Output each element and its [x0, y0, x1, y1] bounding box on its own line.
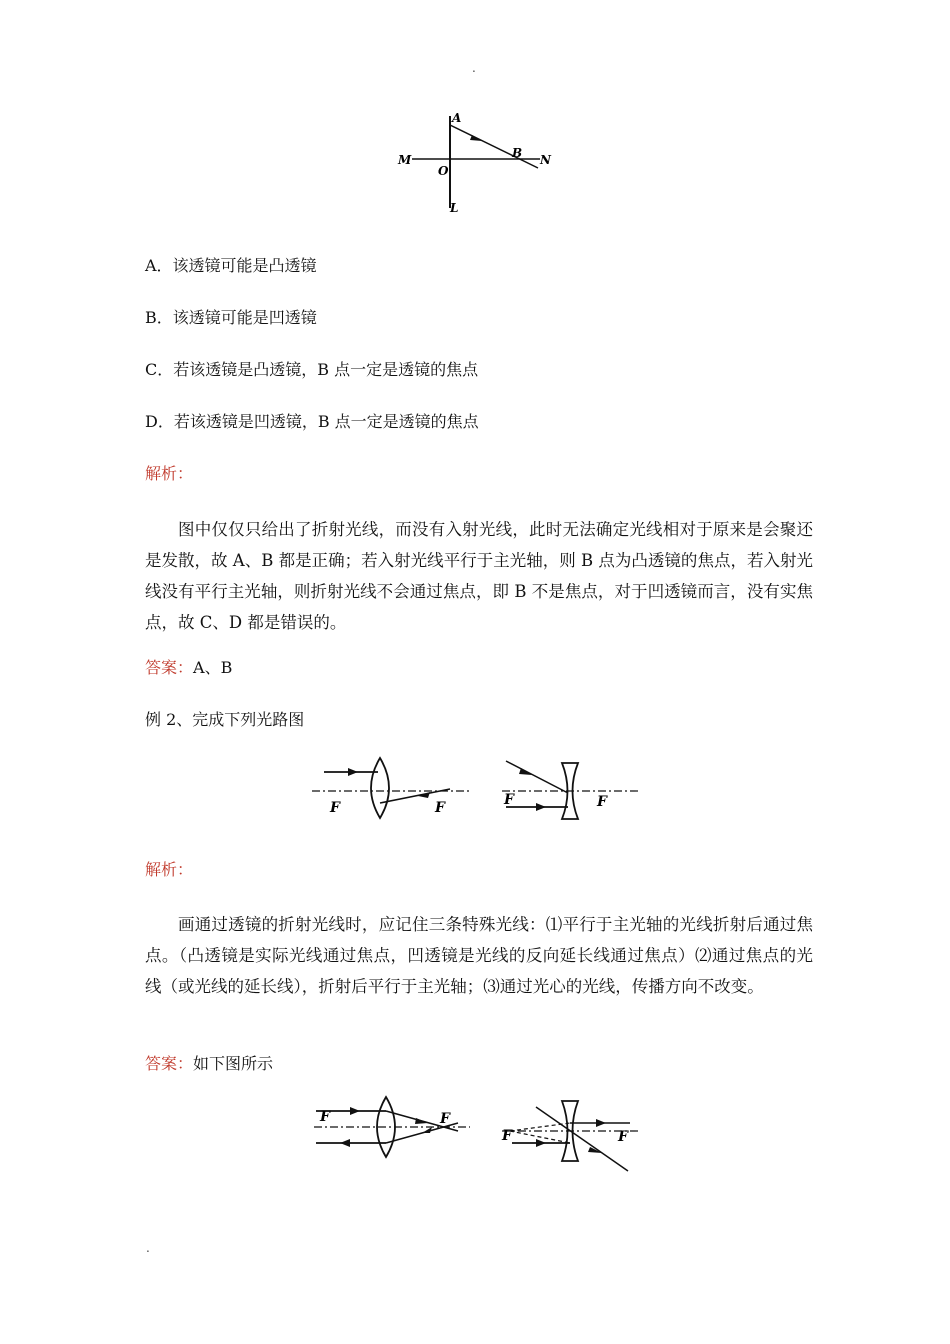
- label-f: F: [618, 1129, 628, 1145]
- figure-lens-ray-ab: [390, 108, 560, 218]
- arrow-icon: [348, 768, 358, 776]
- label-f: F: [440, 1111, 450, 1127]
- label-o: O: [438, 164, 449, 178]
- answer-label-1: 答案：: [145, 658, 194, 677]
- answer-value-2: 如下图所示: [193, 1054, 274, 1073]
- arrow-icon: [536, 803, 546, 811]
- analysis-heading-2: 解析：: [145, 860, 194, 879]
- option-a: A．该透镜可能是凸透镜: [145, 256, 317, 275]
- option-b: B．该透镜可能是凹透镜: [145, 308, 317, 327]
- example-2-title: 例 2、完成下列光路图: [145, 710, 305, 729]
- label-f: F: [504, 792, 514, 808]
- answer-label-2: 答案：: [145, 1054, 194, 1073]
- label-a: A: [452, 111, 462, 125]
- answer-2: [145, 1054, 273, 1074]
- page-mark-bottom: .: [146, 1241, 150, 1255]
- refracted-ray: [450, 125, 538, 168]
- option-d: D．若该透镜是凹透镜，B 点一定是透镜的焦点: [145, 412, 479, 431]
- label-m: M: [398, 153, 412, 167]
- option-c: C．若该透镜是凸透镜，B 点一定是透镜的焦点: [145, 360, 479, 379]
- label-l: L: [450, 201, 459, 215]
- analysis-text-2: 画通过透镜的折射光线时，应记住三条特殊光线：⑴平行于主光轴的光线折射后通过焦点。（凸透镜是实际光线通过焦点，凹透镜是光线的反向延长线通过焦点）⑵通过焦点的光线（或光线的延长线），折射后平行于主光轴；⑶通过光心的光线，传播方向不改变。: [145, 915, 813, 996]
- figure-light-paths-question: [310, 755, 650, 825]
- arrow-icon: [536, 1139, 546, 1147]
- figure-light-paths-answer: [310, 1095, 650, 1175]
- label-f: F: [320, 1109, 330, 1125]
- page-mark-top: .: [472, 61, 476, 75]
- label-f: F: [597, 794, 607, 810]
- arrow-icon: [596, 1119, 606, 1127]
- convex-lens-icon: [371, 758, 389, 818]
- arrow-icon: [340, 1139, 350, 1147]
- label-f: F: [330, 800, 340, 816]
- label-b: B: [512, 146, 523, 160]
- answer-value-1: A、B: [193, 658, 233, 677]
- analysis-text-1: 图中仅仅只给出了折射光线，而没有入射光线，此时无法确定光线相对于原来是会聚还是发散，故 A、B 都是正确；若入射光线平行于主光轴，则 B 点为凸透镜的焦点，若入射光线没有平行主光轴，则折射光线不会通过焦点，即 B 不是焦点，对于凹透镜而言，没有实焦点，故 C、D 都是错误的。: [145, 520, 813, 632]
- analysis-heading-1: 解析：: [145, 464, 194, 483]
- arrow-icon: [350, 1107, 360, 1115]
- label-f: F: [502, 1128, 512, 1144]
- answer-1: [145, 658, 232, 678]
- arrow-icon: [415, 1118, 428, 1124]
- arrow-icon: [519, 768, 532, 775]
- label-f: F: [435, 800, 445, 816]
- label-n: N: [540, 153, 551, 167]
- arrow-icon: [470, 135, 482, 141]
